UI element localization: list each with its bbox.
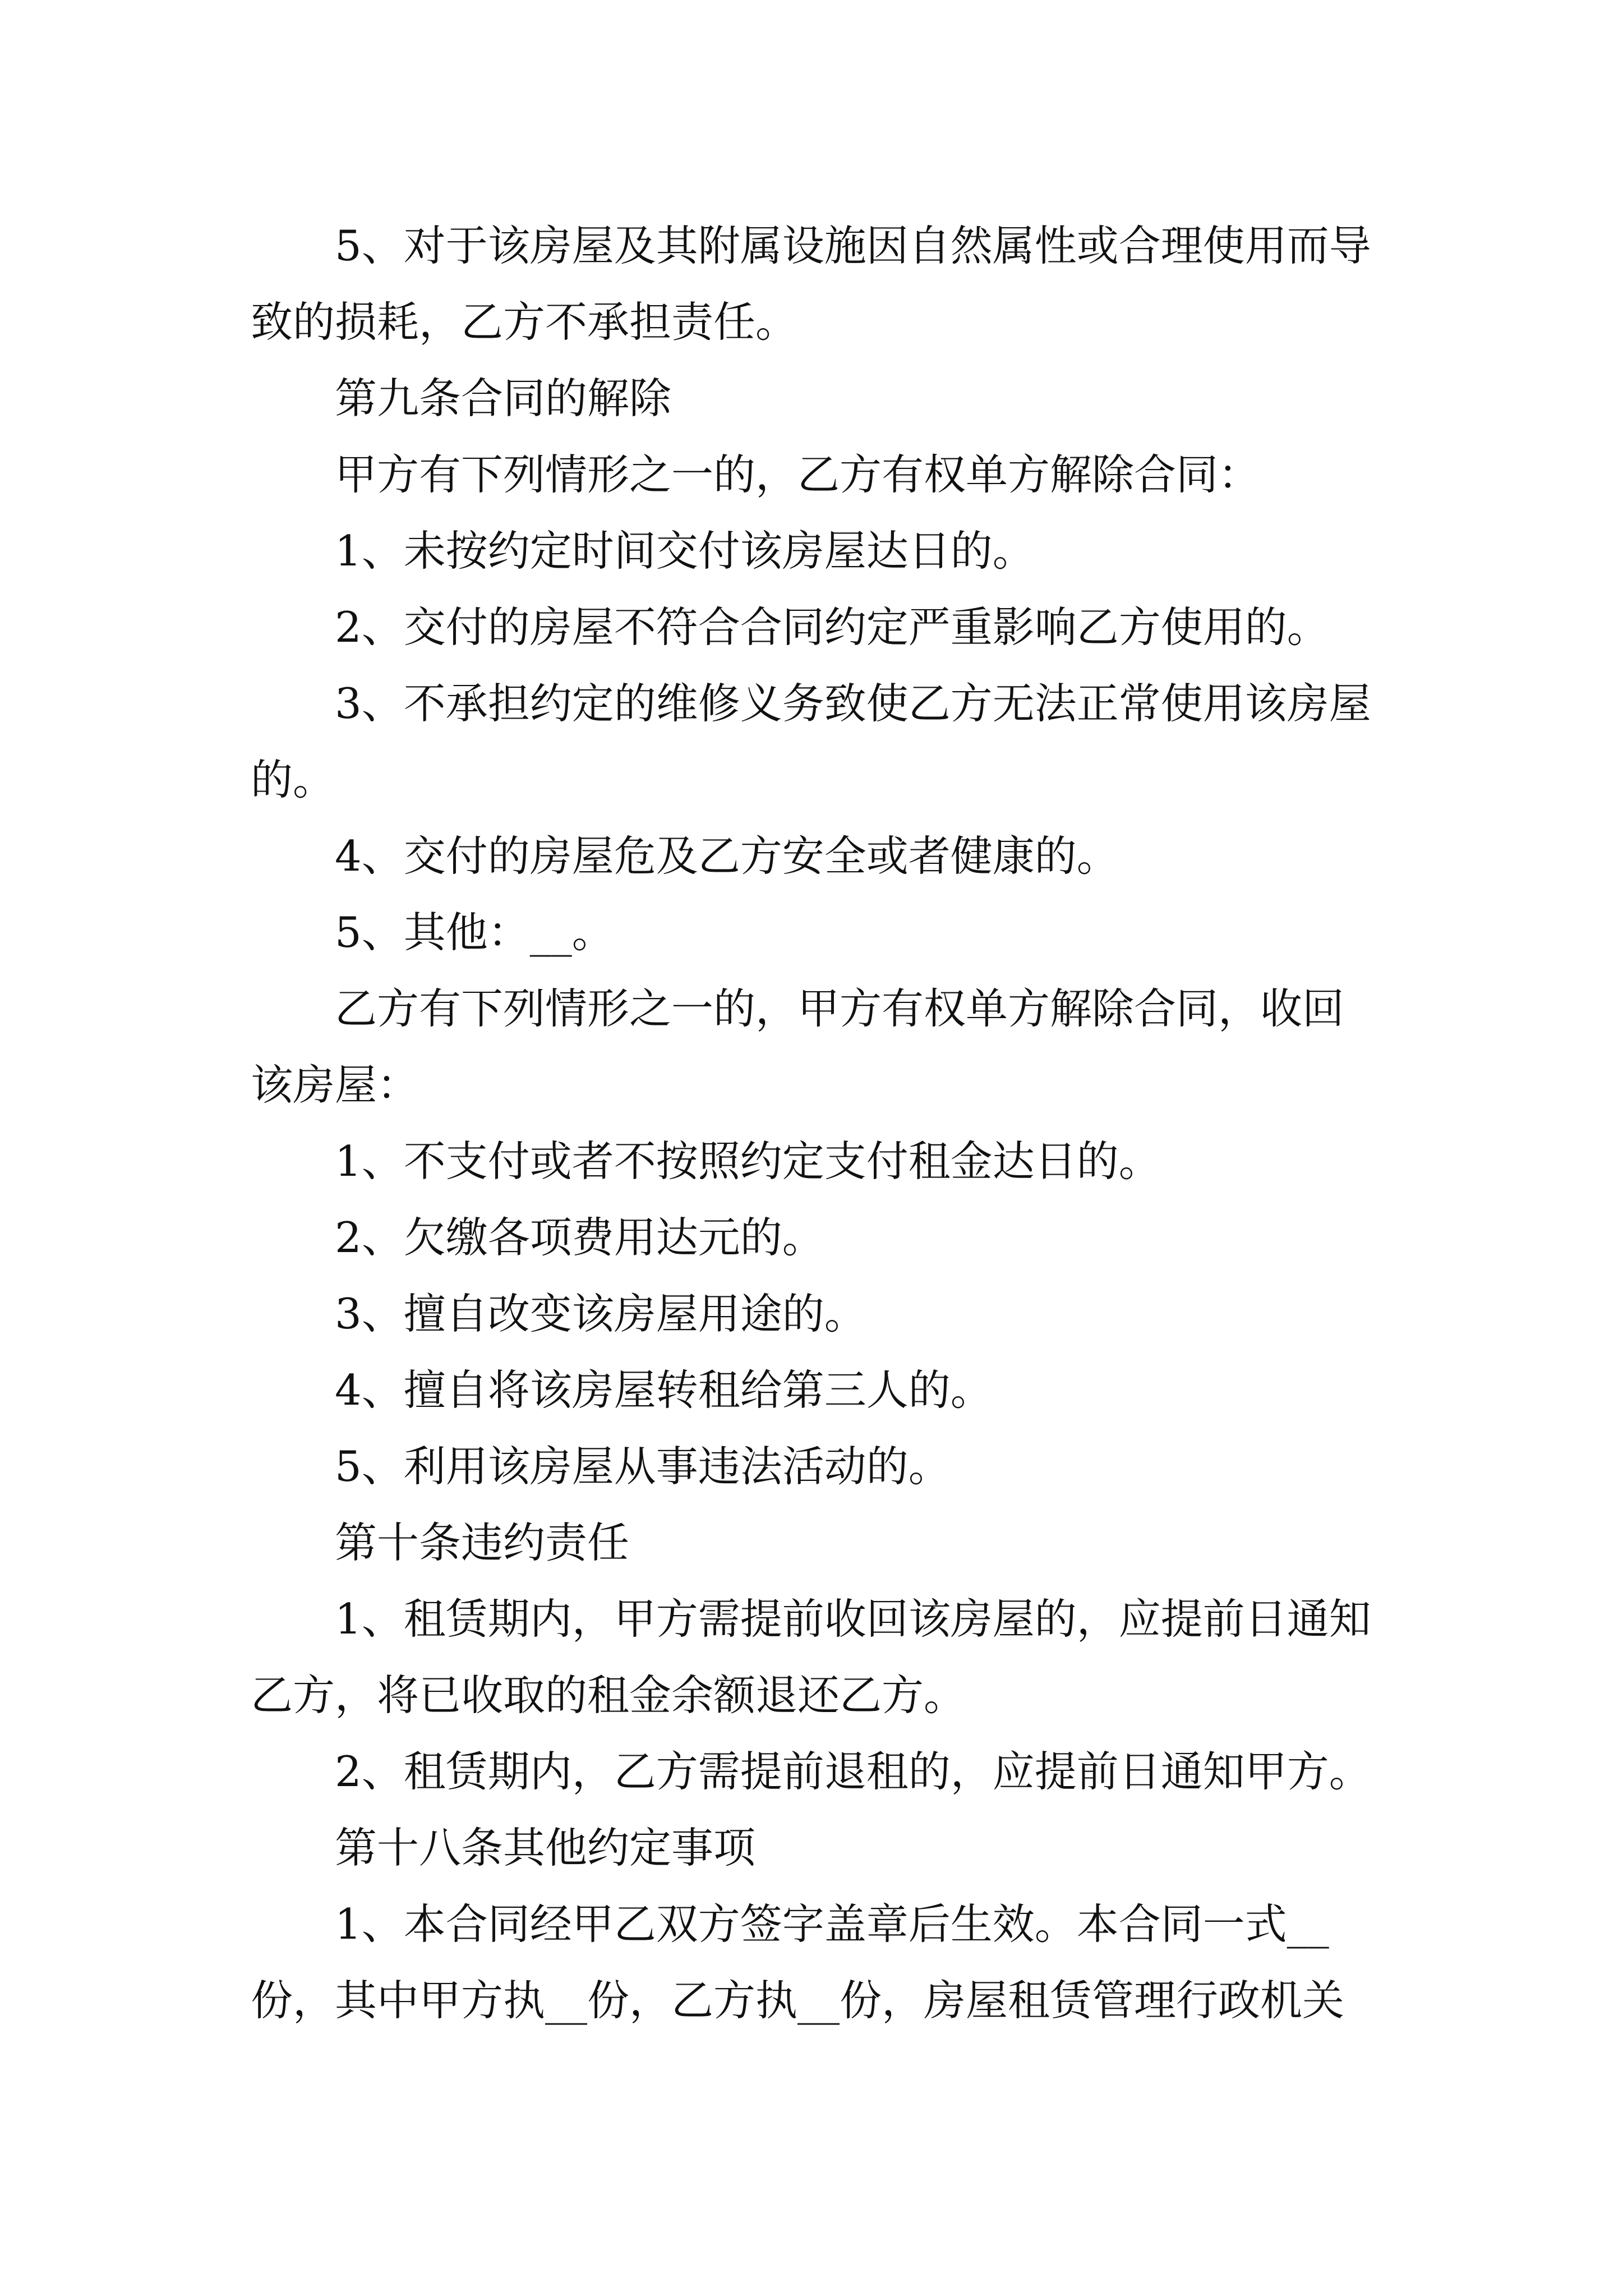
paragraph-a-item-5: 5、其他：__。: [335, 908, 614, 957]
paragraph-a-item-2: 2、交付的房屋不符合合同约定严重影响乙方使用的。: [335, 602, 1329, 652]
paragraph-other-item-1: 1、本合同经甲乙双方签字盖章后生效。本合同一式__份，其中甲方执__份，乙方执__份，房屋租赁管理行政机关: [251, 1899, 1345, 2025]
paragraph-a-item-4: 4、交付的房屋危及乙方安全或者健康的。: [335, 831, 1119, 881]
paragraph-b-item-3: 3、擅自改变该房屋用途的。: [335, 1289, 866, 1338]
paragraph-b-item-5: 5、利用该房屋从事违法活动的。: [335, 1442, 951, 1491]
heading-article-10: 第十条违约责任: [335, 1518, 630, 1567]
document-body: [251, 208, 1378, 2039]
paragraph-b-item-4: 4、擅自将该房屋转租给第三人的。: [335, 1365, 993, 1415]
paragraph-a-item-3: 3、不承担约定的维修义务致使乙方无法正常使用该房屋的。: [251, 679, 1371, 804]
paragraph-breach-item-2: 2、租赁期内，乙方需提前退租的，应提前日通知甲方。: [335, 1747, 1371, 1796]
heading-article-18: 第十八条其他约定事项: [335, 1823, 756, 1872]
paragraph-a-item-1: 1、未按约定时间交付该房屋达日的。: [335, 526, 1035, 576]
paragraph-b-item-2: 2、欠缴各项费用达元的。: [335, 1213, 824, 1262]
heading-article-9: 第九条合同的解除: [335, 374, 672, 423]
paragraph-b-item-1: 1、不支付或者不按照约定支付租金达日的。: [335, 1137, 1161, 1186]
paragraph-clause-8-item-5: 5、对于该房屋及其附属设施因自然属性或合理使用而导致的损耗，乙方不承担责任。: [251, 221, 1371, 347]
paragraph-party-b-conditions: 乙方有下列情形之一的，甲方有权单方解除合同，收回该房屋：: [251, 984, 1345, 1110]
paragraph-breach-item-1: 1、租赁期内，甲方需提前收回该房屋的，应提前日通知乙方，将已收取的租金余额退还乙方。: [251, 1594, 1371, 1720]
paragraph-party-a-conditions: 甲方有下列情形之一的，乙方有权单方解除合同：: [335, 450, 1261, 499]
